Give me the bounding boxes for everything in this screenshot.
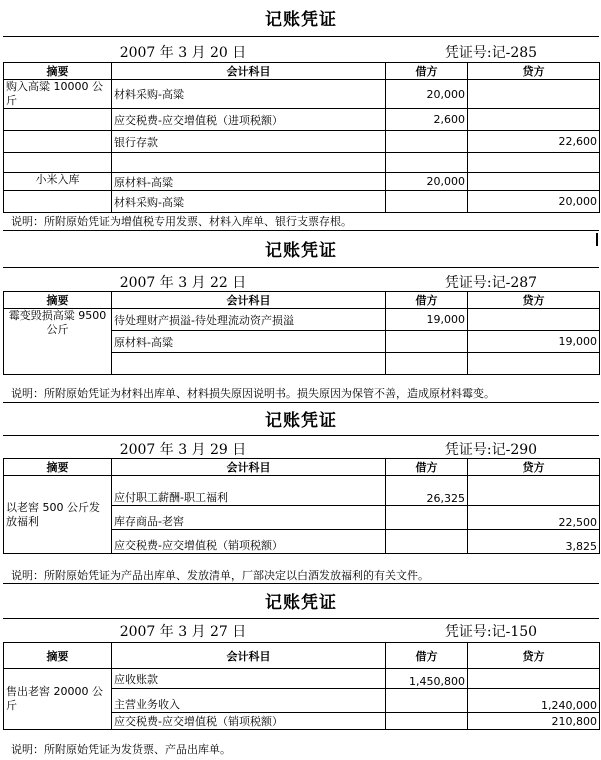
table-row — [4, 80, 600, 109]
row-account: 应交税费-应交增值税（销项税额） — [112, 530, 386, 554]
table-row — [4, 309, 600, 331]
row-credit: 3,825 — [468, 530, 600, 554]
row-debit — [386, 131, 468, 153]
header-account: 会计科目 — [112, 63, 386, 80]
voucher-table — [3, 458, 600, 554]
voucher-number: 凭证号:记-285 — [444, 45, 538, 61]
row-credit: 210,800 — [468, 713, 600, 730]
row-summary: 售出老窖 20000 公斤 — [4, 669, 112, 730]
row-account — [112, 353, 386, 375]
row-debit — [386, 153, 468, 173]
row-credit — [468, 669, 600, 689]
row-debit — [386, 506, 468, 530]
row-debit — [386, 530, 468, 554]
row-credit: 19,000 — [468, 331, 600, 353]
voucher-info-row — [3, 36, 599, 63]
voucher-number: 凭证号:记-150 — [444, 624, 538, 640]
row-account: 材料采购-高粱 — [112, 191, 386, 213]
row-summary: 小米入库 — [4, 173, 112, 191]
voucher-number: 凭证号:记-290 — [444, 442, 538, 458]
header-credit: 贷方 — [468, 459, 600, 476]
row-account: 应付职工薪酬-职工福利 — [112, 476, 386, 506]
row-account: 材料采购-高粱 — [112, 80, 386, 109]
header-summary: 摘要 — [4, 292, 112, 309]
row-summary — [4, 191, 112, 213]
row-credit — [468, 476, 600, 506]
row-account: 应交税费-应交增值税（进项税额） — [112, 109, 386, 131]
row-account: 应收账款 — [112, 669, 386, 689]
header-debit: 借方 — [386, 643, 468, 669]
row-summary — [4, 109, 112, 131]
table-row — [4, 131, 600, 153]
row-account: 库存商品-老窖 — [112, 506, 386, 530]
row-debit — [386, 331, 468, 353]
row-debit — [386, 689, 468, 713]
row-account: 待处理财产损溢-待处理流动资产损溢 — [112, 309, 386, 331]
header-account: 会计科目 — [112, 643, 386, 669]
row-debit — [386, 353, 468, 375]
header-debit: 借方 — [386, 292, 468, 309]
row-debit: 26,325 — [386, 476, 468, 506]
header-summary: 摘要 — [4, 63, 112, 80]
header-summary: 摘要 — [4, 643, 112, 669]
row-summary — [4, 131, 112, 153]
voucher-title: 记账凭证 — [3, 230, 599, 268]
row-account: 银行存款 — [112, 131, 386, 153]
text-cursor — [596, 233, 598, 246]
header-credit: 贷方 — [468, 643, 600, 669]
header-account: 会计科目 — [112, 292, 386, 309]
voucher-note: 说明：所附原始凭证为材料出库单、材料损失原因说明书。损失原因为保管不善，造成原材料霉变。 — [11, 387, 495, 400]
row-account: 应交税费-应交增值税（销项税额） — [112, 713, 386, 730]
row-debit: 20,000 — [386, 80, 468, 109]
voucher-title: 记账凭证 — [3, 583, 599, 619]
row-summary — [4, 153, 112, 173]
row-credit — [468, 309, 600, 331]
table-row — [4, 669, 600, 689]
table-row — [4, 191, 600, 213]
row-account: 原材料-高粱 — [112, 173, 386, 191]
row-summary: 以老窖 500 公斤发放福利 — [4, 476, 112, 554]
voucher-info-row — [3, 267, 599, 292]
row-account: 主营业务收入 — [112, 689, 386, 713]
header-credit: 贷方 — [468, 292, 600, 309]
row-debit: 19,000 — [386, 309, 468, 331]
header-debit: 借方 — [386, 459, 468, 476]
row-debit: 1,450,800 — [386, 669, 468, 689]
table-row — [4, 476, 600, 506]
voucher-date: 2007 年 3 月 22 日 — [119, 275, 247, 291]
row-account — [112, 153, 386, 173]
row-credit: 22,600 — [468, 131, 600, 153]
voucher-title: 记账凭证 — [3, 402, 599, 436]
table-row — [4, 153, 600, 173]
row-summary: 购入高粱 10000 公斤 — [4, 80, 112, 109]
voucher-date: 2007 年 3 月 27 日 — [119, 624, 247, 640]
row-credit — [468, 353, 600, 375]
voucher-table — [3, 291, 600, 375]
voucher-note: 说明：所附原始凭证为产品出库单、发放清单，厂部决定以白酒发放福利的有关文件。 — [11, 569, 429, 582]
voucher-note: 说明：所附原始凭证为增值税专用发票、材料入库单、银行支票存根。 — [11, 215, 352, 228]
row-credit: 22,500 — [468, 506, 600, 530]
table-row — [4, 173, 600, 191]
header-account: 会计科目 — [112, 459, 386, 476]
row-summary: 霉变毁损高粱 9500 公斤 — [4, 309, 112, 375]
row-credit — [468, 80, 600, 109]
voucher-title: 记账凭证 — [3, 0, 599, 37]
header-debit: 借方 — [386, 63, 468, 80]
voucher-table — [3, 62, 600, 213]
row-account: 原材料-高粱 — [112, 331, 386, 353]
table-row — [4, 109, 600, 131]
voucher-info-row — [3, 618, 599, 643]
header-summary: 摘要 — [4, 459, 112, 476]
voucher-date: 2007 年 3 月 29 日 — [119, 442, 247, 458]
voucher-number: 凭证号:记-287 — [444, 275, 538, 291]
row-credit — [468, 153, 600, 173]
voucher-note: 说明：所附原始凭证为发货票、产品出库单。 — [11, 743, 231, 756]
row-debit: 2,600 — [386, 109, 468, 131]
header-credit: 贷方 — [468, 63, 600, 80]
voucher-table — [3, 642, 600, 730]
voucher-date: 2007 年 3 月 20 日 — [119, 45, 247, 61]
row-credit — [468, 109, 600, 131]
voucher-info-row — [3, 435, 599, 459]
row-debit — [386, 713, 468, 730]
row-credit — [468, 173, 600, 191]
row-debit — [386, 191, 468, 213]
row-debit: 20,000 — [386, 173, 468, 191]
row-credit: 1,240,000 — [468, 689, 600, 713]
row-credit: 20,000 — [468, 191, 600, 213]
